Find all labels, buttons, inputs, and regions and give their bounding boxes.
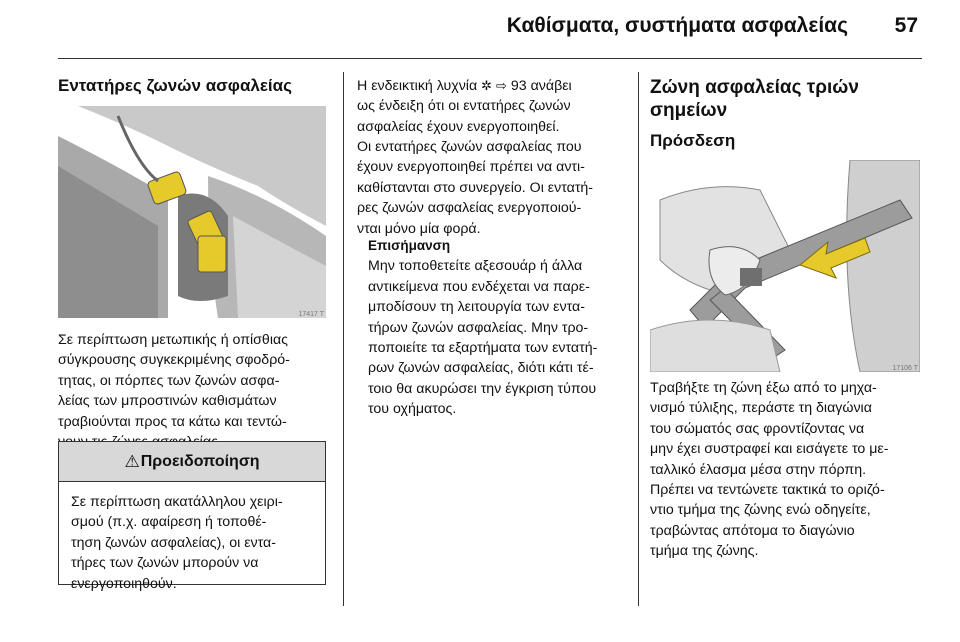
text-line: σύγκρουσης συγκεκριμένης σφοδρό- [58, 352, 290, 369]
col2-paragraph-replacement [357, 137, 593, 239]
column-divider [343, 72, 344, 606]
text-line: του οχήματος. [368, 401, 457, 418]
text-line: μην έχει συστραφεί και εισάγετε το με- [650, 441, 889, 458]
col3-paragraph [650, 378, 888, 562]
text-line: Σε περίπτωση μετωπικής ή οπίσθιας [58, 332, 289, 348]
text-line: αντικείμενα που ενδέχεται να παρε- [368, 278, 590, 295]
subheading-fastening: Πρόσδεση [650, 131, 736, 150]
warning-box [58, 441, 326, 592]
text-line: καθίστανται στο συνεργείο. Οι εντατή- [357, 179, 594, 196]
text-line: τραβιούνται προς τα κάτω και τεντώ- [58, 413, 287, 430]
text-line: τηση ζωνών ασφαλείας), οι εντα- [71, 534, 276, 551]
airbag-indicator-icon: ✲ [481, 78, 493, 93]
text-line: ταλλικό έλασμα μέσα στην πόρπη. [650, 461, 867, 478]
text-line: ασφαλείας έχουν ενεργοποιηθεί. [357, 118, 560, 135]
warning-triangle-icon: ⚠ [124, 451, 140, 471]
text-line: λείας των μπροστινών καθισμάτων [58, 393, 277, 410]
warning-header [59, 442, 325, 482]
page-header-title: Καθίσματα, συστήματα ασφαλείας [506, 14, 848, 37]
text-line: Πρέπει να τεντώνετε τακτικά το οριζό- [650, 482, 885, 499]
section-heading-belt-tensioners: Εντατήρες ζωνών ασφαλείας [58, 76, 292, 95]
text-fragment: Η ενδεικτική λυχνία [357, 78, 478, 94]
warning-title: Προειδοποίηση [140, 452, 260, 470]
figure-code: 17106 T [892, 365, 918, 372]
text-line: τμήμα της ζώνης. [650, 543, 759, 560]
text-line: Σε περίπτωση ακατάλληλου χειρι- [71, 494, 283, 510]
text-line: μποδίσουν τη λειτουργία των εντα- [368, 299, 585, 316]
belt-buckle-illustration [58, 106, 326, 318]
text-line: τήρων ζωνών ασφαλείας. Μην τρο- [368, 319, 589, 336]
belt-tensioner-photo [58, 106, 326, 318]
page-number: 57 [894, 14, 918, 37]
text-line: σμού (π.χ. αφαίρεση ή τοποθέ- [71, 514, 267, 531]
text-line: ρων ζωνών ασφαλείας, διότι κάτι τέ- [368, 360, 594, 377]
warning-text [71, 492, 283, 594]
text-line: ρες ζωνών ασφαλείας ενεργοποιού- [357, 200, 582, 217]
column-divider [638, 72, 639, 606]
text-line: ως ένδειξη ότι οι εντατήρες ζωνών [357, 98, 571, 115]
page-reference-arrow-icon: ⇨ [495, 78, 507, 93]
text-line: Τραβήξτε τη ζώνη έξω από το μηχα- [650, 380, 877, 396]
header-rule [58, 58, 922, 59]
text-line: νισμό τύλιξης, περάστε τη διαγώνια [650, 400, 872, 417]
text-line: ποποιείτε τα εξαρτήματα των εντατή- [368, 340, 598, 357]
text-line: ενεργοποιηθούν. [71, 575, 177, 592]
heading-line: Ζώνη ασφαλείας τριών [650, 77, 859, 98]
text-fragment: 93 ανάβει [510, 78, 572, 94]
text-line: ντιο τμήμα της ζώνης ενώ οδηγείτε, [650, 502, 871, 519]
note-block [368, 236, 597, 420]
text-line: έχουν ενεργοποιηθεί πρέπει να αντι- [357, 159, 585, 176]
text-line: Μην τοποθετείτε αξεσουάρ ή άλλα [368, 258, 583, 275]
section-heading-three-point-belt [650, 76, 859, 122]
col2-paragraph-indicator [357, 76, 572, 137]
text-line: του σώματός σας φροντίζοντας να [650, 420, 865, 437]
text-line: τητας, οι πόρπες των ζωνών ασφα- [58, 372, 280, 389]
figure-code: 17417 T [298, 311, 324, 318]
note-title: Επισήμανση [368, 238, 451, 253]
text-line [357, 76, 572, 96]
col1-paragraph [58, 330, 290, 452]
text-line: νται μόνο μία φορά. [357, 220, 481, 237]
heading-line: σημείων [650, 100, 728, 121]
text-line: Οι εντατήρες ζωνών ασφαλείας που [357, 139, 582, 155]
belt-fastening-drawing [650, 160, 920, 372]
text-line: τραβώντας απότομα το διαγώνιο [650, 522, 855, 539]
seat-belt-fastening-illustration [650, 160, 920, 372]
text-line: τοιο θα ακυρώσει την έγκριση τύπου [368, 380, 597, 397]
text-line: τήρες των ζωνών μπορούν να [71, 555, 259, 572]
